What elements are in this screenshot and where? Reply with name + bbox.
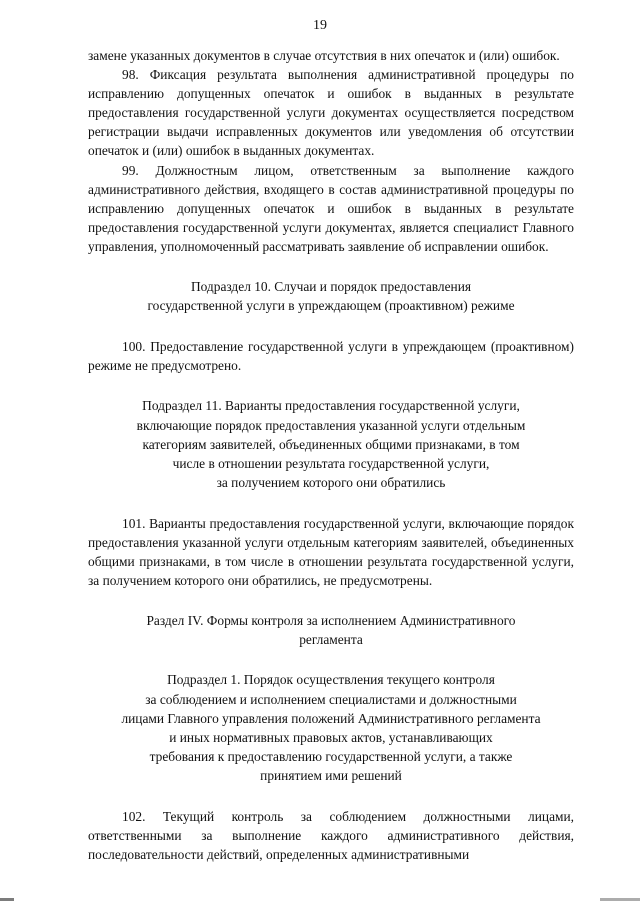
paragraph-99: 99. Должностным лицом, ответственным за выполнение каждого административного действия, входящего в состав административной процедуры по исправлению допущенных опечаток и ошибок в выданных в результате предоставления государственной услуги документах, является специалист Главного управления, уполномоченный рассматривать заявление об исправлении ошибок. xyxy=(88,162,574,254)
heading-line: Подраздел 11. Варианты предоставления государственной услуги, xyxy=(142,398,520,414)
paragraph-102: 102. Текущий контроль за соблюдением должностными лицами, ответственными за выполнение каждого административного действия, последовательности действий, определенных административными xyxy=(88,809,574,863)
heading-line: Раздел IV. Формы контроля за исполнением Административного xyxy=(146,613,516,629)
heading-line: регламента xyxy=(299,632,363,648)
subsection-1-heading xyxy=(88,670,574,785)
heading-line: Подраздел 10. Случаи и порядок предоставления xyxy=(190,279,472,295)
subsection-10-heading xyxy=(88,277,574,315)
section-4-heading xyxy=(88,611,574,649)
heading-line: и иных нормативных правовых актов, устанавливающих xyxy=(169,729,493,745)
paragraph-101: 101. Варианты предоставления государственной услуги, включающие порядок предоставления указанной услуги отдельным категориям заявителей, объединенных общими признаками, в том числе в отношении результата государственной услуги, за получением которого они обратились, не предусмотрены. xyxy=(88,515,574,589)
heading-line: числе в отношении результата государственной услуги, xyxy=(172,455,490,471)
heading-line: за получением которого они обратились xyxy=(216,474,446,490)
heading-line: категориям заявителей, объединенных общими признаками, в том xyxy=(142,436,520,452)
paragraph-continuation: замене указанных документов в случае отсутствия в них опечаток и (или) ошибок. xyxy=(88,48,560,63)
heading-line: за соблюдением и исполнением специалистами и должностными xyxy=(145,691,517,707)
heading-line: принятием ими решений xyxy=(260,767,402,783)
document-body xyxy=(88,46,574,864)
subsection-11-heading xyxy=(88,396,574,491)
heading-line: требования к предоставлению государственной услуги, а также xyxy=(149,748,513,764)
scan-edge-shadow xyxy=(0,898,640,901)
page-number: 19 xyxy=(313,18,327,33)
paragraph-100: 100. Предоставление государственной услуги в упреждающем (проактивном) режиме не предусмотрено. xyxy=(88,339,574,374)
heading-line: Подраздел 1. Порядок осуществления текущего контроля xyxy=(167,672,495,688)
paragraph-98: 98. Фиксация результата выполнения административной процедуры по исправлению допущенных опечаток и ошибок в выданных в результате предоставления государственной услуги документах осуществляется посредством регистрации выдачи исправленных документов или уведомления об отсутствии опечаток и (или) ошибок в выданных документах. xyxy=(88,67,574,159)
heading-line: включающие порядок предоставления указанной услуги отдельным xyxy=(136,417,526,433)
heading-line: лицами Главного управления положений Административного регламента xyxy=(121,710,541,726)
heading-line: государственной услуги в упреждающем (проактивном) режиме xyxy=(147,298,515,314)
